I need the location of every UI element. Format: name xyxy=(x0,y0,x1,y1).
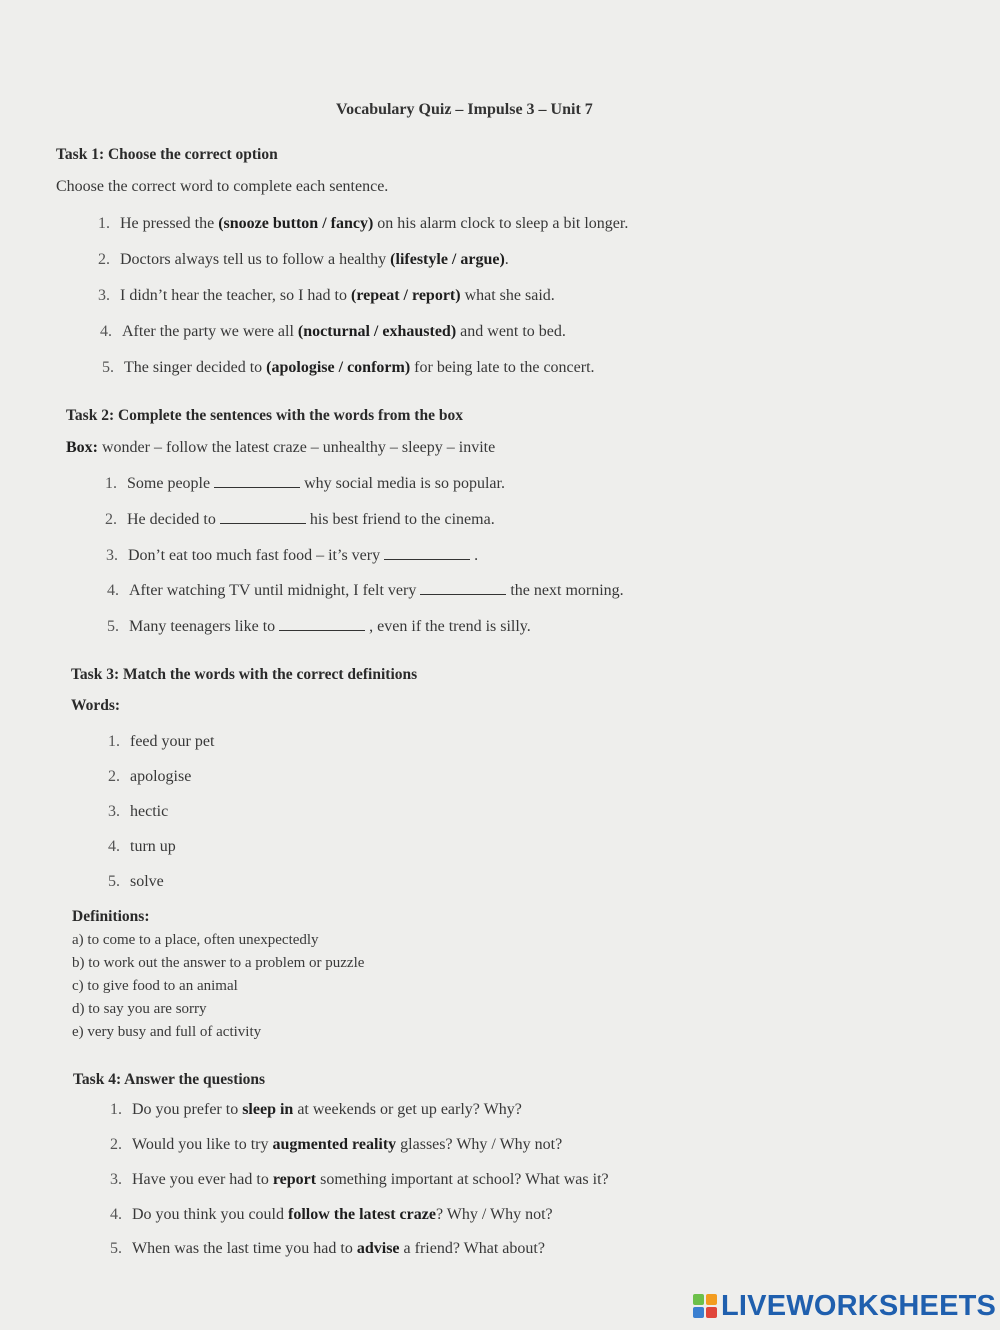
item-text: He decided to xyxy=(127,511,216,528)
definition-item[interactable]: a) to come to a place, often unexpectedly xyxy=(72,932,319,948)
word-item[interactable] xyxy=(108,873,164,891)
definition-item[interactable]: b) to work out the answer to a problem or puzzle xyxy=(72,955,365,971)
words-label: Words: xyxy=(71,697,121,714)
item-text: ? Why / Why not? xyxy=(435,1206,553,1223)
option-choice[interactable]: (apologise / conform) xyxy=(266,359,411,376)
task4-heading: Task 4: Answer the questions xyxy=(73,1071,266,1088)
task1-item[interactable] xyxy=(98,287,555,305)
answer-blank[interactable] xyxy=(214,475,300,488)
item-number: 5. xyxy=(108,873,120,890)
item-text: He pressed the xyxy=(120,215,219,232)
task1-heading: Task 1: Choose the correct option xyxy=(56,146,278,163)
item-number: 4. xyxy=(107,582,119,599)
task4-item xyxy=(110,1240,545,1258)
answer-blank[interactable] xyxy=(420,582,506,595)
item-text: what she said. xyxy=(460,287,555,304)
key-term: augmented reality xyxy=(272,1136,397,1153)
task4-item xyxy=(110,1171,609,1189)
task1-item[interactable] xyxy=(98,215,628,233)
item-text: Some people xyxy=(127,475,211,492)
item-text: his best friend to the cinema. xyxy=(309,511,495,528)
answer-blank[interactable] xyxy=(279,618,365,631)
item-text: why social media is so popular. xyxy=(304,475,505,492)
definition-item[interactable]: e) very busy and full of activity xyxy=(72,1024,262,1040)
item-text: Do you think you could xyxy=(132,1206,288,1223)
box-label: Box: xyxy=(66,439,98,456)
item-text: When was the last time you had to xyxy=(132,1240,357,1257)
item-number: 5. xyxy=(107,618,119,635)
word-text: apologise xyxy=(130,768,192,785)
box-words: wonder – follow the latest craze – unhealthy – sleepy – invite xyxy=(98,439,496,456)
liveworksheets-logo[interactable] xyxy=(693,1289,996,1323)
task4-item xyxy=(110,1136,562,1154)
task4-item xyxy=(110,1206,553,1224)
option-choice[interactable]: (snooze button / fancy) xyxy=(218,215,374,232)
word-item[interactable] xyxy=(108,838,176,856)
logo-square xyxy=(706,1307,717,1318)
item-number: 3. xyxy=(106,547,118,564)
word-text: hectic xyxy=(130,803,169,820)
item-text: at weekends or get up early? Why? xyxy=(293,1101,522,1118)
item-number: 3. xyxy=(108,803,120,820)
task3-heading: Task 3: Match the words with the correct definitions xyxy=(71,666,418,683)
definition-item[interactable]: c) to give food to an animal xyxy=(72,978,238,994)
item-number: 1. xyxy=(98,215,110,232)
key-term: sleep in xyxy=(242,1101,294,1118)
task1-item[interactable] xyxy=(98,251,509,269)
item-text: for being late to the concert. xyxy=(410,359,595,376)
item-text: on his alarm clock to sleep a bit longer. xyxy=(373,215,629,232)
answer-blank[interactable] xyxy=(384,547,470,560)
item-text: After the party we were all xyxy=(122,323,298,340)
item-text: Don’t eat too much fast food – it’s very xyxy=(128,547,381,564)
item-number: 1. xyxy=(105,475,117,492)
task2-heading: Task 2: Complete the sentences with the words from the box xyxy=(66,407,463,424)
option-choice[interactable]: (repeat / report) xyxy=(350,287,461,304)
task1-instruction: Choose the correct word to complete each sentence. xyxy=(56,178,389,195)
item-number: 2. xyxy=(110,1136,122,1153)
word-item[interactable] xyxy=(108,803,168,821)
item-text: glasses? Why / Why not? xyxy=(396,1136,563,1153)
logo-text: LIVEWORKSHEETS xyxy=(721,1289,997,1322)
item-text: Doctors always tell us to follow a healthy xyxy=(120,251,391,268)
item-number: 4. xyxy=(110,1206,122,1223)
item-text: Do you prefer to xyxy=(132,1101,243,1118)
page-title: Vocabulary Quiz – Impulse 3 – Unit 7 xyxy=(336,101,593,118)
item-number: 4. xyxy=(108,838,120,855)
word-item[interactable] xyxy=(108,733,214,751)
task2-item xyxy=(107,618,531,636)
item-text: a friend? What about? xyxy=(399,1240,545,1257)
item-text: Many teenagers like to xyxy=(129,618,276,635)
item-text: After watching TV until midnight, I felt very xyxy=(129,582,417,599)
task2-item xyxy=(107,582,624,600)
word-text: feed your pet xyxy=(130,733,215,750)
item-number: 1. xyxy=(108,733,120,750)
item-number: 1. xyxy=(110,1101,122,1118)
word-item[interactable] xyxy=(108,768,191,786)
answer-blank[interactable] xyxy=(220,511,306,524)
task2-item xyxy=(105,475,505,493)
item-text: , even if the trend is silly. xyxy=(369,618,531,635)
task2-item xyxy=(106,547,478,565)
word-box xyxy=(66,439,495,457)
item-text: . xyxy=(474,547,479,564)
item-text: I didn’t hear the teacher, so I had to xyxy=(120,287,351,304)
logo-square xyxy=(706,1294,717,1305)
item-text: Would you like to try xyxy=(132,1136,273,1153)
task4-item xyxy=(110,1101,522,1119)
item-number: 5. xyxy=(110,1240,122,1257)
item-text: something important at school? What was it? xyxy=(316,1171,609,1188)
task1-item[interactable] xyxy=(102,359,595,377)
task2-item xyxy=(105,511,495,529)
key-term: report xyxy=(272,1171,317,1188)
item-text: Have you ever had to xyxy=(132,1171,273,1188)
word-text: solve xyxy=(130,873,164,890)
option-choice[interactable]: (nocturnal / exhausted) xyxy=(297,323,457,340)
item-number: 2. xyxy=(108,768,120,785)
item-text: and went to bed. xyxy=(456,323,566,340)
option-choice[interactable]: (lifestyle / argue) xyxy=(390,251,505,268)
key-term: follow the latest craze xyxy=(288,1206,436,1223)
logo-grid-icon xyxy=(693,1294,717,1318)
item-number: 2. xyxy=(98,251,110,268)
item-number: 5. xyxy=(102,359,114,376)
logo-square xyxy=(693,1294,704,1305)
word-text: turn up xyxy=(130,838,176,855)
key-term: advise xyxy=(356,1240,400,1257)
item-number: 3. xyxy=(98,287,110,304)
item-text: the next morning. xyxy=(510,582,624,599)
logo-square xyxy=(693,1307,704,1318)
item-number: 4. xyxy=(100,323,112,340)
item-text: . xyxy=(504,251,509,268)
definition-item[interactable]: d) to say you are sorry xyxy=(72,1001,207,1017)
definitions-label: Definitions: xyxy=(72,908,150,925)
item-number: 2. xyxy=(105,511,117,528)
item-text: The singer decided to xyxy=(124,359,267,376)
item-number: 3. xyxy=(110,1171,122,1188)
task1-item[interactable] xyxy=(100,323,566,341)
